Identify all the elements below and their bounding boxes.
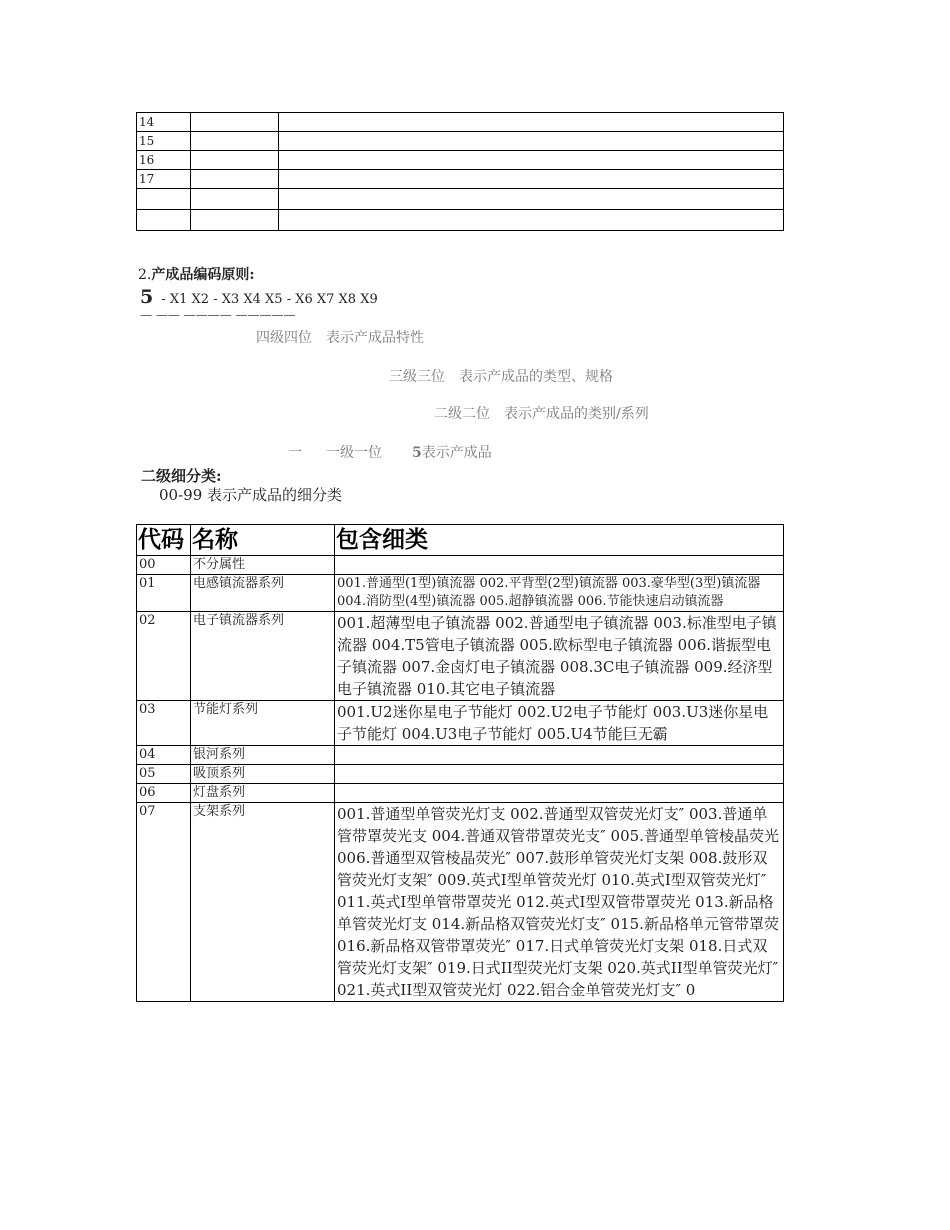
table-row [137,784,784,803]
cell-name: 支架系列 [191,803,335,1002]
row-detail [279,132,784,151]
cell-code: 07 [137,803,191,1002]
level-4-description: 四级四位 表示产成品特性 [256,330,424,346]
cell-detail [335,784,784,803]
section-title [138,264,255,284]
cell-detail [335,746,784,765]
subcategory-description: 00-99 表示产成品的细分类 [159,486,343,504]
cell-code: 00 [137,556,191,575]
table-header-row [137,525,784,556]
row-detail [279,189,784,210]
row-name [191,151,279,170]
row-detail [279,170,784,189]
row-detail [279,210,784,231]
header-name: 名称 [191,525,335,556]
row-name [191,132,279,151]
table-row [137,170,784,189]
cell-name: 不分属性 [191,556,335,575]
row-detail [279,113,784,132]
cell-code: 03 [137,701,191,746]
row-name [191,170,279,189]
cell-detail: 001.普通型单管荧光灯支 002.普通型双管荧光灯支″ 003.普通单管带罩荧光支 004.普通双管带罩荧光支″ 005.普通型单管棱晶荧光 006.普通型双管棱晶荧光″ 007.鼓形单管荧光灯支架 008.鼓形双管荧光灯支架″ 009.英式I型单管荧光灯 010.英式I型双管荧光灯″ 011.英式I型单管带罩荧光 012.英式I型双管带罩荧光 013.新品格单管荧光灯支 014.新品格双管荧光灯支″ 015.新品格单元管带罩荧 016.新品格双管带罩荧光″ 017.日式单管荧光灯支架 018.日式双管荧光灯支架″ 019.日式II型荧光灯支架 020.英式II型单管荧光灯″ 021.英式II型双管荧光灯 022.铝合金单管荧光灯支″ 0 [335,803,784,1002]
row-number [137,189,191,210]
cell-name: 灯盘系列 [191,784,335,803]
table-row [137,765,784,784]
row-number: 16 [137,151,191,170]
table-row [137,151,784,170]
row-number: 17 [137,170,191,189]
table-row [137,746,784,765]
section-number: 2. [138,267,152,283]
table-row [137,803,784,1002]
cell-detail [335,765,784,784]
level-3-description: 三级三位 表示产成品的类型、规格 [389,369,613,385]
level-1-description [288,442,492,462]
cell-code: 02 [137,612,191,701]
subcategory-title: 二级细分类: [141,467,222,485]
cell-name: 吸顶系列 [191,765,335,784]
table-row [137,189,784,210]
cell-code: 05 [137,765,191,784]
row-name [191,210,279,231]
level-1-dash: 一 [288,445,302,461]
row-name [191,113,279,132]
cell-name: 银河系列 [191,746,335,765]
formula-lead: 5 [140,286,154,308]
top-table [136,112,784,231]
header-code: 代码 [137,525,191,556]
level-2-description: 二级二位 表示产成品的类别/系列 [434,406,649,422]
row-number: 15 [137,132,191,151]
row-detail [279,151,784,170]
row-number [137,210,191,231]
level-1-five: 5 [412,445,422,461]
level-1-label: 一级一位 [326,445,382,461]
table-row [137,132,784,151]
cell-code: 01 [137,575,191,612]
table-row [137,210,784,231]
cell-name: 电子镇流器系列 [191,612,335,701]
level-1-desc: 表示产成品 [421,445,492,461]
formula-rest: - X1 X2 - X3 X4 X5 - X6 X7 X8 X9 [157,292,378,307]
cell-name: 节能灯系列 [191,701,335,746]
code-formula [140,286,378,308]
table-row [137,113,784,132]
row-number: 14 [137,113,191,132]
code-table [136,524,784,1002]
row-name [191,189,279,210]
cell-code: 06 [137,784,191,803]
cell-detail: 001.U2迷你星电子节能灯 002.U2电子节能灯 003.U3迷你星电子节能灯 004.U3电子节能灯 005.U4节能巨无霸 [335,701,784,746]
cell-name: 电感镇流器系列 [191,575,335,612]
cell-detail: 001.普通型(1型)镇流器 002.平背型(2型)镇流器 003.豪华型(3型)镇流器 004.消防型(4型)镇流器 005.超静镇流器 006.节能快速启动镇流器 [335,575,784,612]
table-row [137,701,784,746]
cell-detail: 001.超薄型电子镇流器 002.普通型电子镇流器 003.标准型电子镇流器 004.T5管电子镇流器 005.欧标型电子镇流器 006.谐振型电子镇流器 007.金卤灯电子镇流器 008.3C电子镇流器 009.经济型电子镇流器 010.其它电子镇流器 [335,612,784,701]
cell-detail [335,556,784,575]
header-detail: 包含细类 [335,525,784,556]
table-row [137,575,784,612]
table-row [137,612,784,701]
formula-underline: — —— ———— ————— [140,308,296,322]
cell-code: 04 [137,746,191,765]
section-heading: 产成品编码原则: [151,267,255,283]
table-row [137,556,784,575]
